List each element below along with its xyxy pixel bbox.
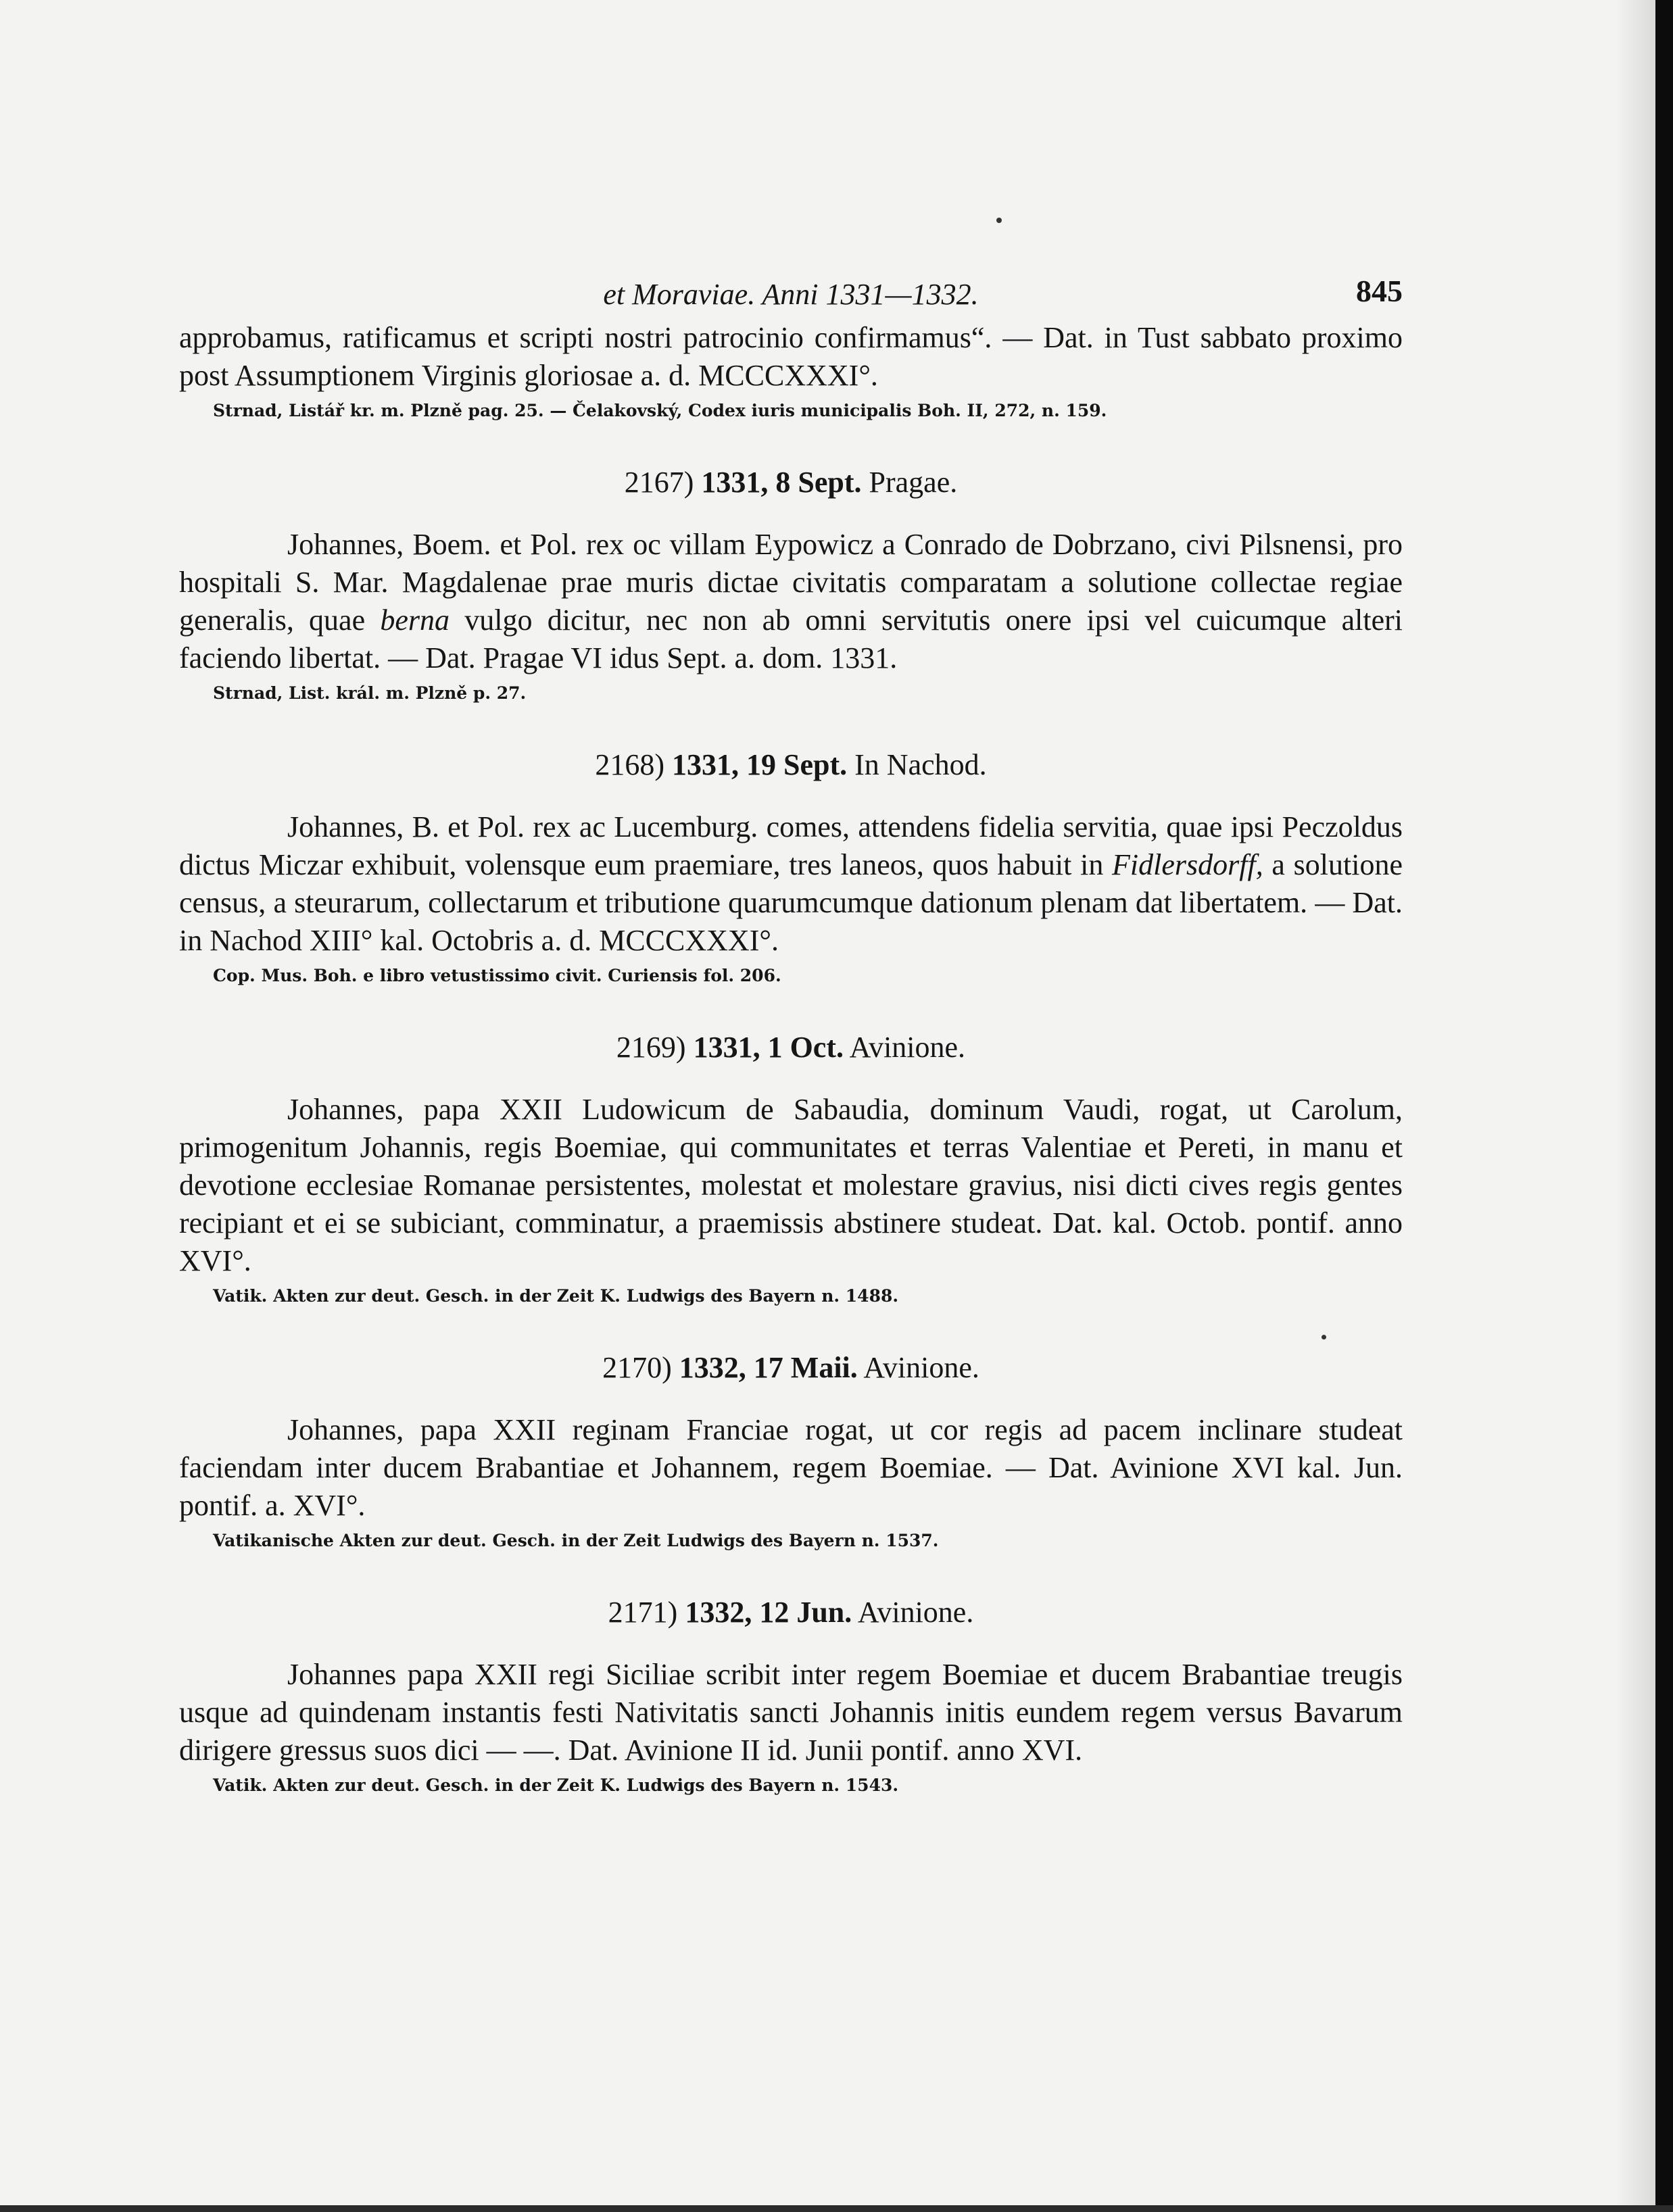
running-title: et Moraviae. Anni 1331—1332. bbox=[603, 278, 979, 311]
page-shadow bbox=[1615, 0, 1655, 2212]
entry-header bbox=[179, 464, 1403, 501]
entry-text-part: Johannes papa XXII regi Siciliae scribit inter regem Boemiae et ducem Brabantiae treugis usque ad quindenam instantis festi Nativitatis sancti Johannis initis eundem regem versus Bavarum dirigere gressus suos dici — —. Dat. Avinione II id. Junii pontif. anno XVI. bbox=[179, 1658, 1403, 1767]
entry-2168 bbox=[179, 746, 1403, 989]
entry-2167 bbox=[179, 464, 1403, 707]
entry-2169 bbox=[179, 1029, 1403, 1310]
entry-text bbox=[179, 1411, 1403, 1525]
running-head bbox=[179, 270, 1403, 319]
page-number: 845 bbox=[1356, 274, 1403, 308]
entry-text bbox=[179, 1656, 1403, 1769]
entry-text-part: Johannes, Boem. et Pol. rex oc villam Eypowicz a Conrado de Dobrzano, civi Pilsnensi, pro hospitali S. Mar. Magdalenae prae muris dictae civitatis comparatam a solutione collectae regiae generalis, quae bbox=[179, 528, 1403, 637]
entry-text-part: Johannes, B. et Pol. rex ac Lucemburg. comes, attendens fidelia servitia, quae ipsi Peczoldus dictus Miczar exhibuit, volensque eum praemiare, tres laneos, quos habuit in bbox=[179, 810, 1403, 881]
entry-text bbox=[179, 808, 1403, 960]
entry-place: In Nachod. bbox=[854, 748, 987, 781]
entry-source: Vatik. Akten zur deut. Gesch. in der Zeit K. Ludwigs des Bayern n. 1543. bbox=[213, 1775, 899, 1795]
entry-text-part: Johannes, papa XXII reginam Franciae rogat, ut cor regis ad pacem inclinare studeat faciendam inter ducem Brabantiae et Johannem, regem Boemiae. — Dat. Avinione XVI kal. Jun. pontif. a. XVI°. bbox=[179, 1413, 1403, 1522]
scan-edge-bottom bbox=[0, 2205, 1673, 2212]
entry-place: Avinione. bbox=[863, 1351, 979, 1384]
entry-place: Pragae. bbox=[869, 466, 958, 499]
entry-number: 2170) bbox=[602, 1351, 672, 1384]
entry-source: Strnad, List. král. m. Plzně p. 27. bbox=[213, 683, 527, 703]
entry-header bbox=[179, 1594, 1403, 1631]
entry-number: 2171) bbox=[608, 1596, 678, 1629]
entry-header bbox=[179, 1349, 1403, 1387]
continuation-text: approbamus, ratificamus et scripti nostri patrocinio confirmamus“. — Dat. in Tust sabbato proximo post Assumptionem Virginis gloriosae a. d. MCCCXXXI°. bbox=[179, 321, 1403, 392]
continuation-block bbox=[179, 319, 1403, 424]
entry-2171 bbox=[179, 1594, 1403, 1799]
entry-text-part: Johannes, papa XXII Ludowicum de Sabaudia, dominum Vaudi, rogat, ut Carolum, primogenitum Johannis, regis Boemiae, qui communitates et terras Valentiae et Pereti, in manu et devotione ecclesiae Romanae persistentes, molestat et molestare gravius, nisi dicti cives regis gentes recipiant et ei se subiciant, comminatur, a praemissis abstinere studeat. Dat. kal. Octob. pontif. anno XVI°. bbox=[179, 1093, 1403, 1277]
entry-number: 2167) bbox=[624, 466, 694, 499]
entry-date: 1332, 12 Jun. bbox=[685, 1596, 852, 1629]
entry-text-italic: berna bbox=[380, 604, 450, 637]
entry-text-part: a solutione census, a steurarum, collectarum et tributione quarumcumque dationum plenam dat libertatem. — Dat. in Nachod XIII° kal. Octobris a. d. MCCCXXXI°. bbox=[179, 848, 1403, 957]
entry-header bbox=[179, 1029, 1403, 1066]
entry-date: 1331, 8 Sept. bbox=[701, 466, 862, 499]
entry-text-part: vulgo dicitur, nec non ab omni servitutis onere ipsi vel cuicumque alteri faciendo libertat. — Dat. Pragae VI idus Sept. a. dom. 1331. bbox=[179, 604, 1403, 674]
entry-source: Vatikanische Akten zur deut. Gesch. in der Zeit Ludwigs des Bayern n. 1537. bbox=[213, 1531, 939, 1550]
entry-date: 1332, 17 Maii. bbox=[679, 1351, 858, 1384]
entry-header bbox=[179, 746, 1403, 784]
page-content bbox=[179, 270, 1403, 1799]
entry-date: 1331, 19 Sept. bbox=[672, 748, 848, 781]
entry-place: Avinione. bbox=[857, 1596, 974, 1629]
entry-2170 bbox=[179, 1349, 1403, 1554]
entry-text-italic: Fidlersdorff, bbox=[1112, 848, 1263, 881]
entry-source: Vatik. Akten zur deut. Gesch. in der Zeit K. Ludwigs des Bayern n. 1488. bbox=[213, 1286, 899, 1306]
entry-text bbox=[179, 526, 1403, 677]
scan-speck bbox=[996, 218, 1002, 223]
entry-date: 1331, 1 Oct. bbox=[693, 1031, 844, 1064]
entry-number: 2168) bbox=[595, 748, 665, 781]
continuation-source: Strnad, Listář kr. m. Plzně pag. 25. — Čelakovský, Codex iuris municipalis Boh. II, 272, n. 159. bbox=[213, 401, 1107, 420]
entry-number: 2169) bbox=[616, 1031, 686, 1064]
scan-edge-right bbox=[1655, 0, 1673, 2212]
entry-place: Avinione. bbox=[849, 1031, 966, 1064]
entry-source: Cop. Mus. Boh. e libro vetustissimo civit. Curiensis fol. 206. bbox=[213, 966, 781, 985]
entry-text bbox=[179, 1091, 1403, 1280]
